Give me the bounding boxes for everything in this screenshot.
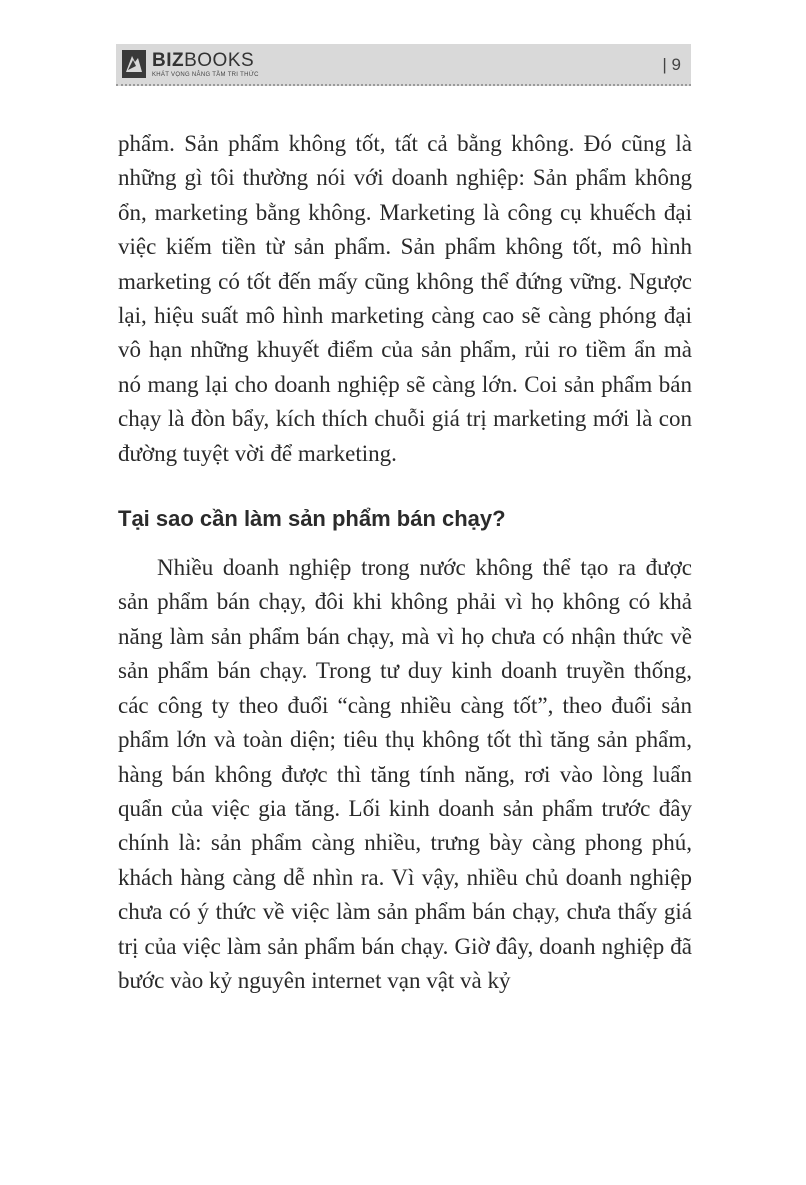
brand-name (152, 51, 259, 70)
body-paragraph-2: Nhiều doanh nghiệp trong nước không thể tạo ra được sản phẩm bán chạy, đôi khi không phải vì họ không có khả năng làm sản phẩm bán chạy, mà vì họ chưa có nhận thức về sản phẩm bán chạy. Trong tư duy kinh doanh truyền thống, các công ty theo đuổi “càng nhiều càng tốt”, theo đuổi sản phẩm lớn và toàn diện; tiêu thụ không tốt thì tăng sản phẩm, hàng bán không được thì tăng tính năng, rơi vào lòng luẩn quẩn của việc gia tăng. Lối kinh doanh sản phẩm trước đây chính là: sản phẩm càng nhiều, trưng bày càng phong phú, khách hàng càng dễ nhìn ra. Vì vậy, nhiều chủ doanh nghiệp chưa có ý thức về việc làm sản phẩm bán chạy, chưa thấy giá trị của việc làm sản phẩm bán chạy. Giờ đây, doanh nghiệp đã bước vào kỷ nguyên internet vạn vật và kỷ (118, 555, 692, 993)
brand-tagline: KHÁT VỌNG NÂNG TẦM TRI THỨC (152, 71, 259, 78)
brand-name-bold: BIZ (152, 49, 185, 71)
brand-name-light: BOOKS (184, 49, 255, 71)
body-paragraph-1: phẩm. Sản phẩm không tốt, tất cả bằng không. Đó cũng là những gì tôi thường nói với doanh nghiệp: Sản phẩm không ổn, marketing bằng không. Marketing là công cụ khuếch đại việc kiếm tiền từ sản phẩm. Sản phẩm không tốt, mô hình marketing có tốt đến mấy cũng không thể đứng vững. Ngược lại, hiệu suất mô hình marketing càng cao sẽ càng phóng đại vô hạn những khuyết điểm của sản phẩm, rủi ro tiềm ẩn mà nó mang lại cho doanh nghiệp sẽ càng lớn. Coi sản phẩm bán chạy là đòn bẩy, kích thích chuỗi giá trị marketing mới là con đường tuyệt vời để marketing. (118, 131, 692, 466)
page-header (116, 44, 691, 86)
section-heading: Tại sao cần làm sản phẩm bán chạy? (118, 506, 506, 532)
page-number: | 9 (662, 55, 681, 74)
bizbooks-logo-icon (122, 50, 146, 78)
publisher-logo (122, 50, 259, 78)
page-body (118, 127, 692, 998)
